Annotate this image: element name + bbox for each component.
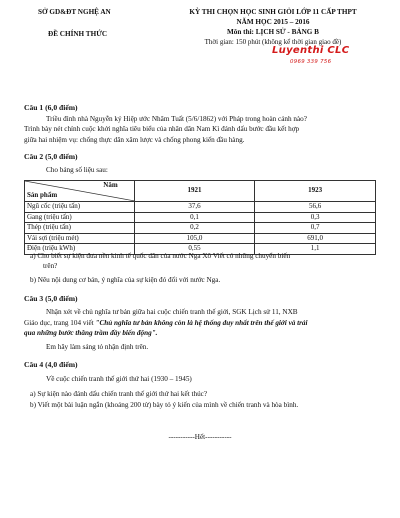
table-row (25, 233, 376, 244)
product-cell: Gang (triệu tấn) (25, 212, 135, 223)
value-cell: 0,55 (134, 244, 255, 255)
product-cell: Điện (triệu kWh) (25, 244, 135, 255)
table-row (25, 223, 376, 234)
watermark-phone: 0969 339 756 (290, 59, 332, 65)
value-cell: 0,1 (134, 212, 255, 223)
q4-b: b) Viết một bài luận ngắn (khoảng 200 từ) bày tỏ ý kiến của mình về chiến tranh và hòa bình. (30, 401, 299, 409)
value-cell: 0,3 (255, 212, 376, 223)
value-cell: 0,7 (255, 223, 376, 234)
q4-intro: Về cuộc chiến tranh thế giới thứ hai (1930 – 1945) (46, 375, 192, 383)
q1-line3: giữa hai nhiệm vụ: chống thực dân xâm lược và chống phong kiến đầu hàng. (24, 136, 245, 144)
value-cell: 0,2 (134, 223, 255, 234)
production-table (24, 180, 376, 255)
table-row (25, 202, 376, 213)
exam-title: KỲ THI CHỌN HỌC SINH GIỎI LỚP 11 CẤP THPT (189, 8, 357, 16)
q4-title: Câu 4 (4,0 điểm) (24, 360, 78, 369)
product-cell: Vải sợi (triệu mét) (25, 233, 135, 244)
school-year: NĂM HỌC 2015 – 2016 (236, 18, 310, 26)
q2-intro: Cho bảng số liệu sau: (46, 166, 108, 174)
value-cell: 1,1 (255, 244, 376, 255)
q2-a-line1: a) Cho biết sự kiện đưa nền kinh tế quốc dân của nước Nga Xô Viết có những chuyển biến (30, 252, 291, 260)
year-header-1921: 1921 (134, 181, 255, 202)
watermark-brand: Luyenthi CLC (272, 45, 350, 56)
q1-line1: Triều đình nhà Nguyễn ký Hiệp ước Nhâm Tuất (5/6/1862) với Pháp trong hoàn cảnh nào? (46, 115, 307, 123)
q1-title: Câu 1 (6,0 điểm) (24, 103, 78, 112)
q2-title: Câu 2 (5,0 điểm) (24, 152, 78, 161)
q3-line2-text: Giáo dục, trang 104 viết (24, 319, 96, 327)
end-marker: -----------Hết----------- (168, 433, 232, 441)
q3-line1: Nhận xét về chủ nghĩa tư bản giữa hai cuộc chiến tranh thế giới, SGK Lịch sử 11, NXB (46, 308, 298, 316)
year-header-1923: 1923 (255, 181, 376, 202)
q3-line4: Em hãy làm sáng tỏ nhận định trên. (46, 343, 149, 351)
subject: Môn thi: LỊCH SỬ - BẢNG B (227, 28, 319, 36)
table-corner-cell (25, 181, 135, 202)
q1-line2: Trình bày nét chính cuộc khởi nghĩa tiêu biểu của nhân dân Nam Kì đánh dấu bước đầu kết hợp (24, 125, 300, 133)
corner-product-label: Sản phẩm (27, 191, 58, 200)
q4-a: a) Sự kiện nào đánh dấu chiến tranh thế giới thứ hai kết thúc? (30, 390, 208, 398)
q2-a-line2: trên? (43, 262, 58, 270)
value-cell: 37,6 (134, 202, 255, 213)
official-label: ĐỀ CHÍNH THỨC (48, 30, 108, 38)
value-cell: 691,0 (255, 233, 376, 244)
q3-quote-end: qua những bước thăng trầm đầy biến động". (24, 329, 158, 337)
table-header-row (25, 181, 376, 202)
corner-year-label: Năm (103, 181, 118, 189)
q3-title: Câu 3 (5,0 điểm) (24, 294, 78, 303)
value-cell: 105,0 (134, 233, 255, 244)
exam-time: Thời gian: 150 phút (không kể thời gian giao đề) (204, 38, 342, 46)
q3-quote-start: "Chủ nghĩa tư bản không còn là hệ thống duy nhất trên thế giới và trải (95, 319, 308, 327)
department-name: SỞ GD&ĐT NGHỆ AN (38, 8, 111, 16)
product-cell: Thép (triệu tấn) (25, 223, 135, 234)
table-row (25, 212, 376, 223)
value-cell: 56,6 (255, 202, 376, 213)
q3-line2 (24, 318, 308, 329)
product-cell: Ngũ cốc (triệu tấn) (25, 202, 135, 213)
q2-b: b) Nêu nội dung cơ bản, ý nghĩa của sự kiện đó đối với nước Nga. (30, 276, 221, 284)
